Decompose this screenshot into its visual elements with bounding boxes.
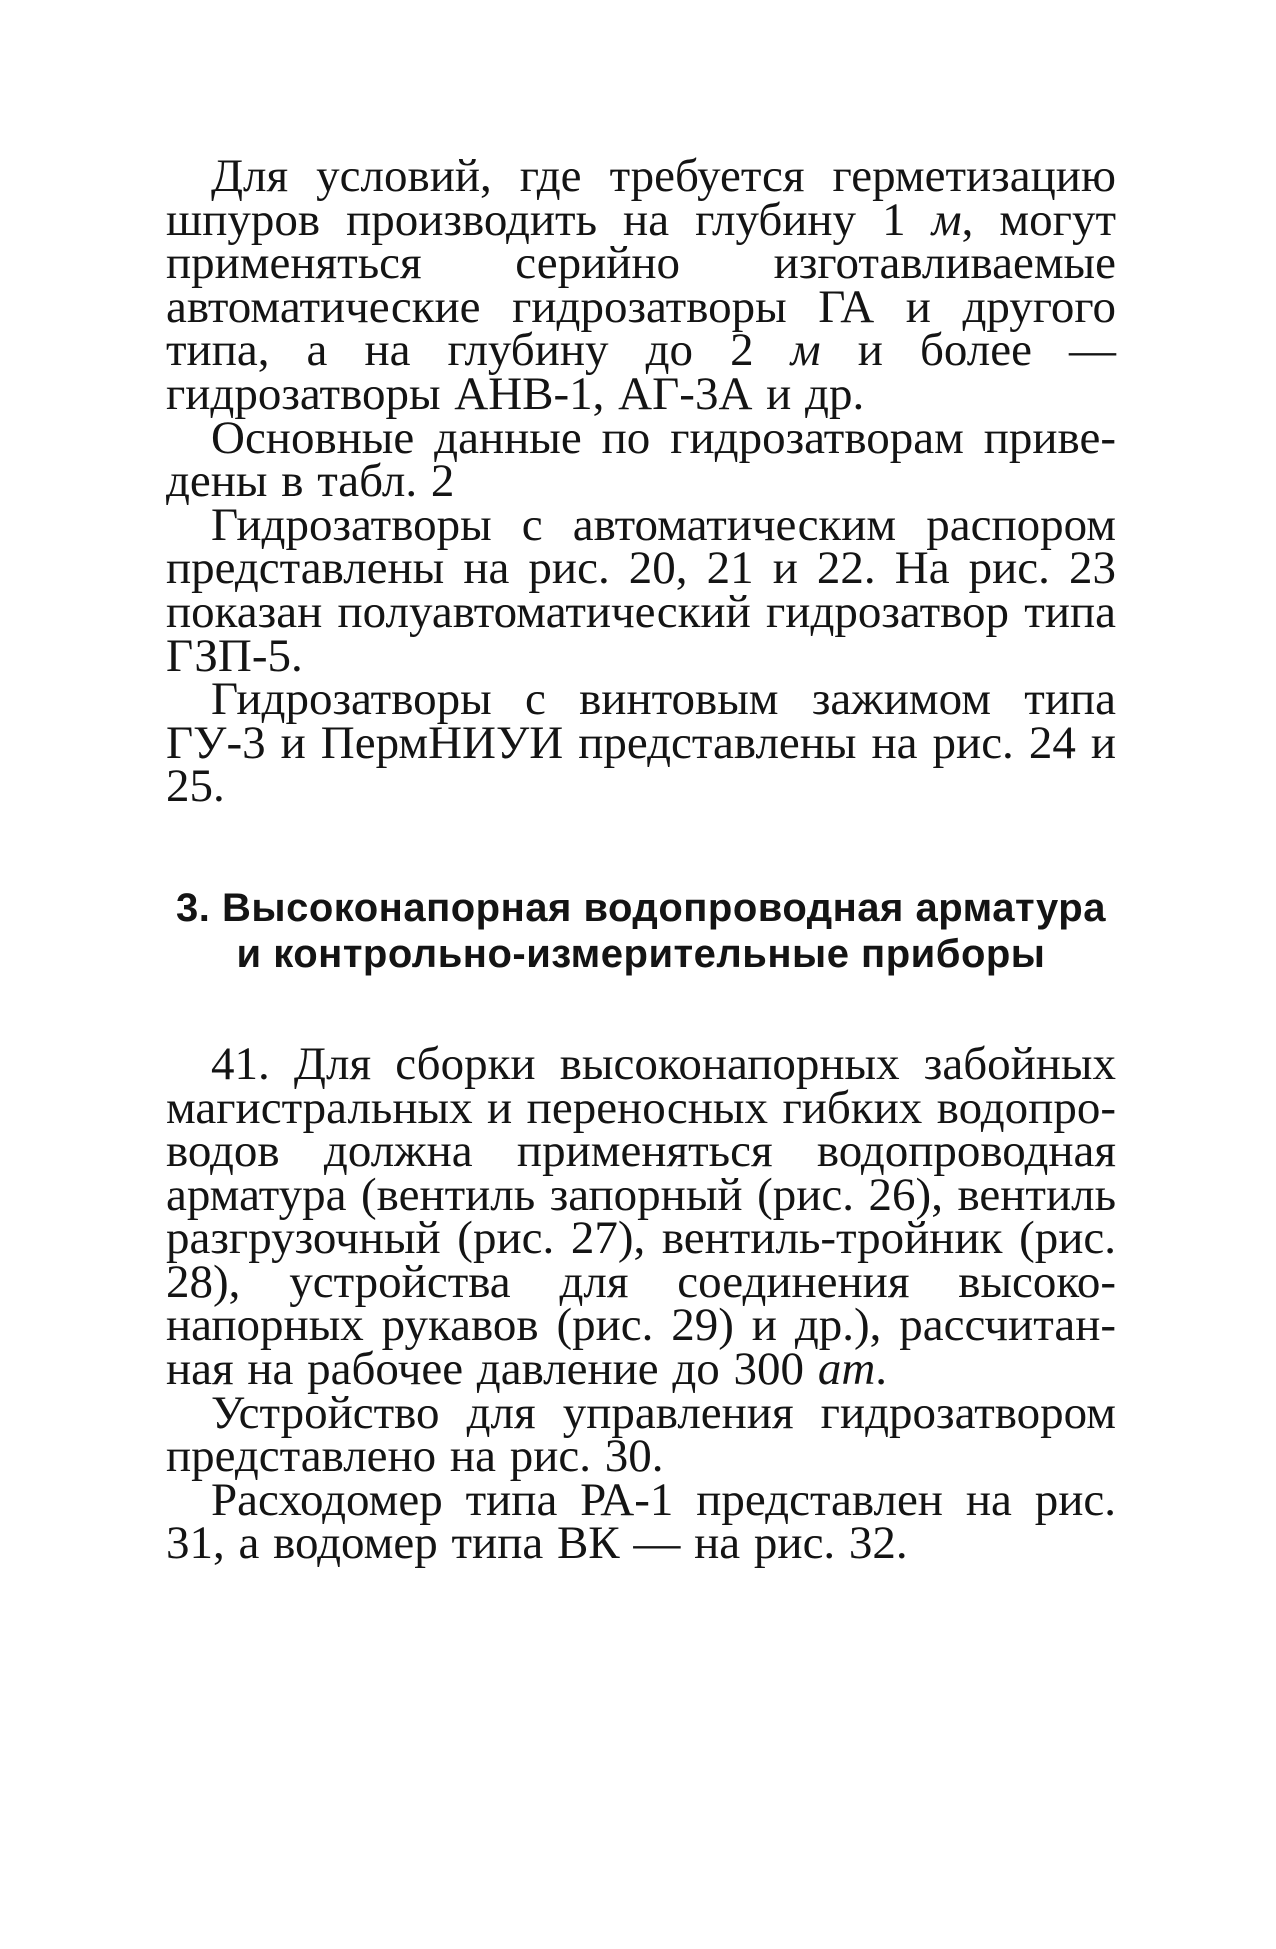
paragraph-control-device: Устройство для управления гидрозатвором представлено на рис. 30. (166, 1386, 1116, 1483)
spacer (166, 809, 1116, 885)
paragraph-hydro-seals-depth (166, 150, 1117, 420)
paragraph-text: Для условий, где требуется герметизацию шпуров производить на глубину 1 (166, 150, 1116, 246)
paragraph-text: и более — гидрозатворы АНВ-1, АГ-3А и др. (166, 324, 1117, 420)
section-heading-line-2: и контрольно-измерительные приборы (236, 931, 1046, 976)
paragraph-flowmeter: Расходомер типа РА-1 представлен на рис. 31, а водомер типа ВК — на рис. 32. (166, 1473, 1116, 1570)
fittings-section (166, 1037, 1116, 1570)
paragraph-automatic-spread: Гидрозатворы с автоматическим распором представлены на рис. 20, 21 и 22. На рис. 23 показан полуавтоматический гидрозатвор типа ГЗП-5. (166, 498, 1116, 682)
unit-meter: м (790, 324, 821, 377)
section-heading (166, 885, 1116, 977)
paragraph-text: , могут применяться серийно изготавливаемые автоматические гидрозатворы ГА и другого типа, а на глубину до 2 (166, 193, 1116, 377)
paragraph-fittings (166, 1037, 1116, 1396)
unit-meter: м (931, 193, 962, 246)
spacer (166, 977, 1116, 1043)
intro-section (166, 150, 1117, 813)
section-heading-line-1: 3. Высоконапорная водопроводная арматура (176, 885, 1106, 930)
paragraph-text: 41. Для сборки высоконапорных забойных магистральных и переносных гибких водопроводов должна применяться водопроводная арматура (вентиль запорный (рис. 26), вентиль разгрузочный (рис. 27), вентиль-тройник (рис. 28), устройства для соединения высоконапорных рукавов (рис. 29) и др.), рассчитанная на рабочее давление до 300 (166, 1037, 1116, 1396)
unit-atmosphere: ат (817, 1343, 876, 1396)
document-page (166, 150, 1117, 1570)
paragraph-text: . (875, 1343, 888, 1396)
paragraph-screw-clamp: Гидрозатворы с винтовым зажимом типа ГУ-3 и ПермНИУИ представлены на рис. 24 и 25. (166, 673, 1116, 813)
paragraph-main-data: Основные данные по гидрозатворам приведены в табл. 2 (166, 411, 1116, 508)
